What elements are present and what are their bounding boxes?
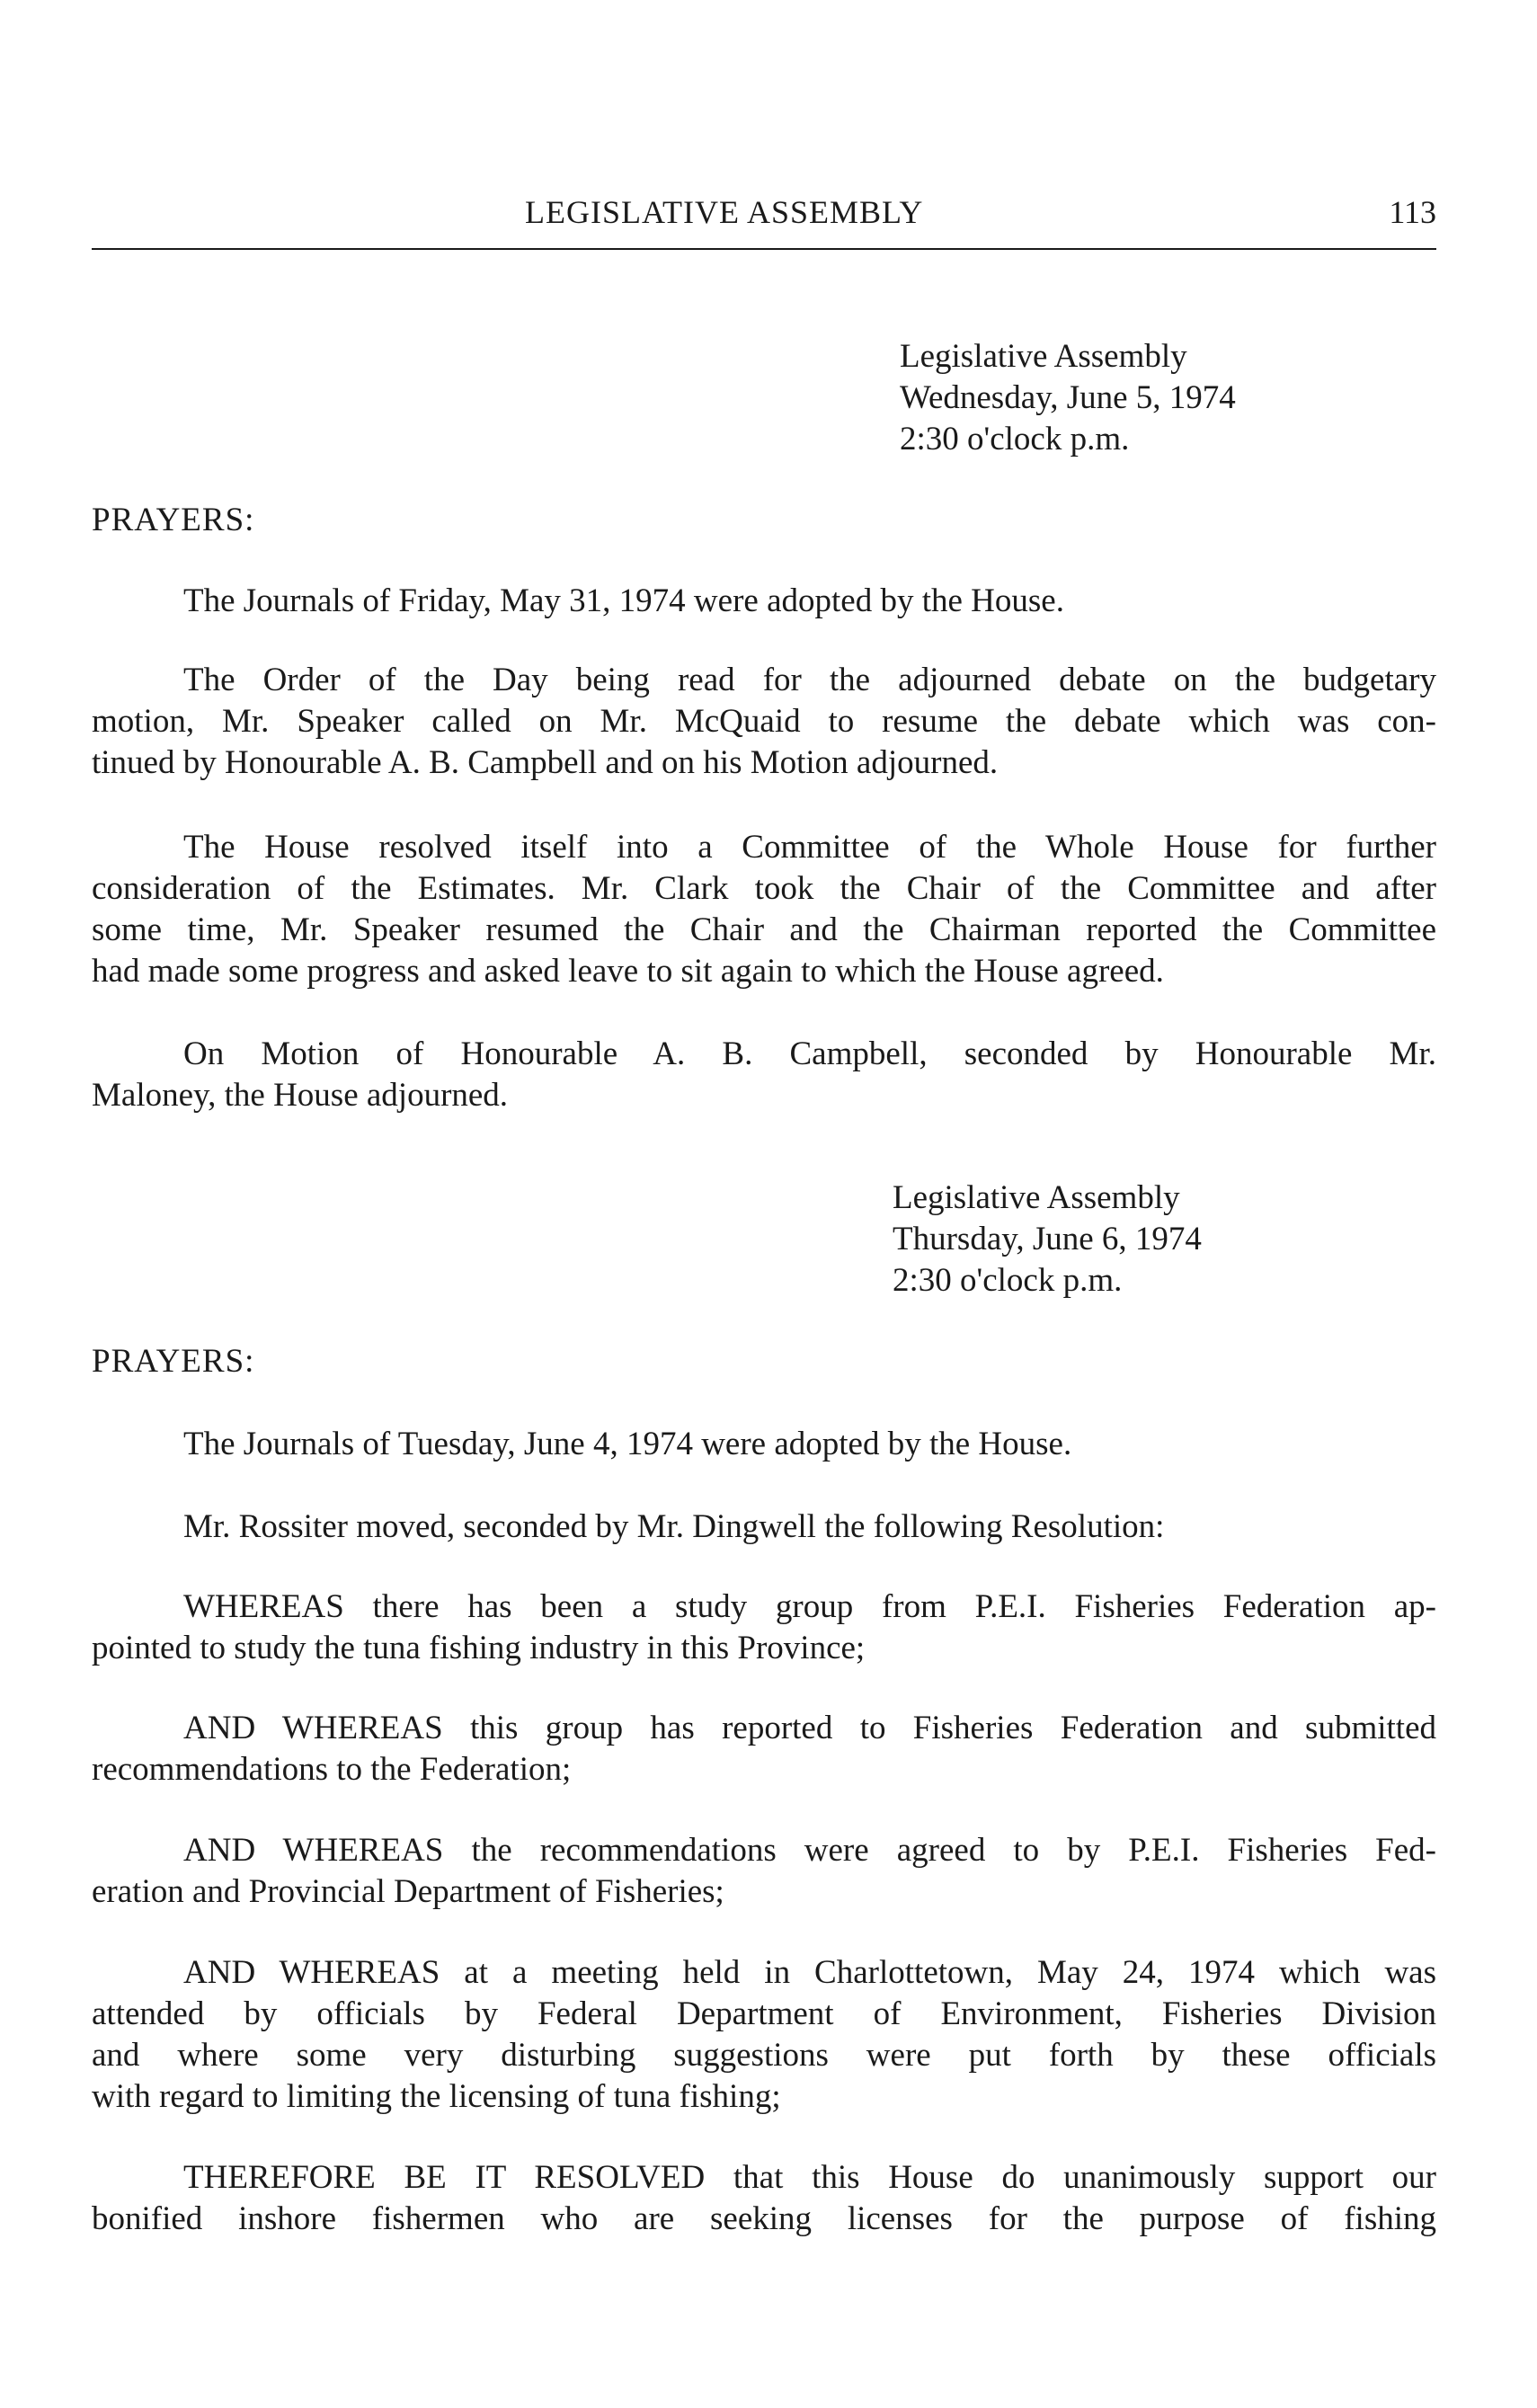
header-rule	[92, 248, 1436, 250]
paragraph-line: bonified inshore fishermen who are seeking licenses for the purpose of fishing	[92, 2200, 1436, 2237]
sitting2-prayers: PRAYERS:	[92, 1343, 255, 1380]
paragraph-line: with regard to limiting the licensing of tuna fishing;	[92, 2078, 781, 2115]
resolution-whereas-4	[92, 1952, 1436, 2118]
paragraph-line: THEREFORE BE IT RESOLVED that this House do unanimously support our	[183, 2159, 1436, 2196]
paragraph-line: some time, Mr. Speaker resumed the Chair and the Chairman reported the Committee	[92, 911, 1436, 948]
dateline-date: Thursday, June 6, 1974	[893, 1221, 1202, 1257]
paragraph-line: recommendations to the Federation;	[92, 1751, 572, 1788]
paragraph-line: attended by officials by Federal Department of Environment, Fisheries Division	[92, 1995, 1436, 2032]
sitting2-dateline	[893, 1177, 1202, 1302]
paragraph-line: The Journals of Tuesday, June 4, 1974 were adopted by the House.	[183, 1426, 1072, 1462]
sitting1-paragraph-4	[92, 1034, 1436, 1116]
dateline-time: 2:30 o'clock p.m.	[900, 421, 1130, 458]
paragraph-line: had made some progress and asked leave to sit again to which the House agreed.	[92, 953, 1164, 990]
sitting2-paragraph-1	[92, 1424, 1436, 1465]
paragraph-line: The Order of the Day being read for the adjourned debate on the budgetary	[183, 662, 1436, 698]
sitting1-dateline	[900, 336, 1236, 460]
dateline-assembly: Legislative Assembly	[900, 338, 1187, 375]
running-head-title: LEGISLATIVE ASSEMBLY	[525, 194, 924, 230]
paragraph-line: AND WHEREAS at a meeting held in Charlottetown, May 24, 1974 which was	[183, 1954, 1436, 1991]
paragraph-line: Mr. Rossiter moved, seconded by Mr. Dingwell the following Resolution:	[183, 1508, 1165, 1545]
paragraph-line: eration and Provincial Department of Fisheries;	[92, 1873, 724, 1910]
paragraph-line: motion, Mr. Speaker called on Mr. McQuaid to resume the debate which was con-	[92, 703, 1436, 740]
paragraph-line: consideration of the Estimates. Mr. Clark took the Chair of the Committee and after	[92, 870, 1436, 907]
running-head	[92, 185, 1436, 239]
paragraph-line: pointed to study the tuna fishing industry in this Province;	[92, 1630, 866, 1666]
paragraph-line: On Motion of Honourable A. B. Campbell, seconded by Honourable Mr.	[183, 1035, 1436, 1072]
paragraph-line: Maloney, the House adjourned.	[92, 1077, 509, 1114]
paragraph-line: tinued by Honourable A. B. Campbell and on his Motion adjourned.	[92, 744, 999, 781]
page-number: 113	[1389, 194, 1436, 230]
paragraph-line: WHEREAS there has been a study group from P.E.I. Fisheries Federation ap-	[183, 1588, 1436, 1625]
sitting2-paragraph-2	[92, 1506, 1436, 1548]
dateline-date: Wednesday, June 5, 1974	[900, 379, 1236, 416]
resolution-whereas-1	[92, 1586, 1436, 1669]
dateline-assembly: Legislative Assembly	[893, 1179, 1180, 1216]
sitting1-paragraph-3	[92, 827, 1436, 992]
sitting1-paragraph-2	[92, 660, 1436, 784]
sitting1-prayers: PRAYERS:	[92, 502, 255, 538]
paragraph-line: The Journals of Friday, May 31, 1974 were adopted by the House.	[183, 582, 1064, 619]
dateline-time: 2:30 o'clock p.m.	[893, 1262, 1123, 1299]
paragraph-line: AND WHEREAS the recommendations were agreed to by P.E.I. Fisheries Fed-	[183, 1832, 1436, 1869]
paragraph-line: and where some very disturbing suggestions were put forth by these officials	[92, 2037, 1436, 2074]
resolution-whereas-3	[92, 1830, 1436, 1913]
paragraph-line: AND WHEREAS this group has reported to Fisheries Federation and submitted	[183, 1710, 1436, 1746]
sitting1-paragraph-1	[92, 581, 1436, 622]
resolution-therefore	[92, 2157, 1436, 2240]
resolution-whereas-2	[92, 1708, 1436, 1790]
paragraph-line: The House resolved itself into a Committee of the Whole House for further	[183, 829, 1436, 866]
